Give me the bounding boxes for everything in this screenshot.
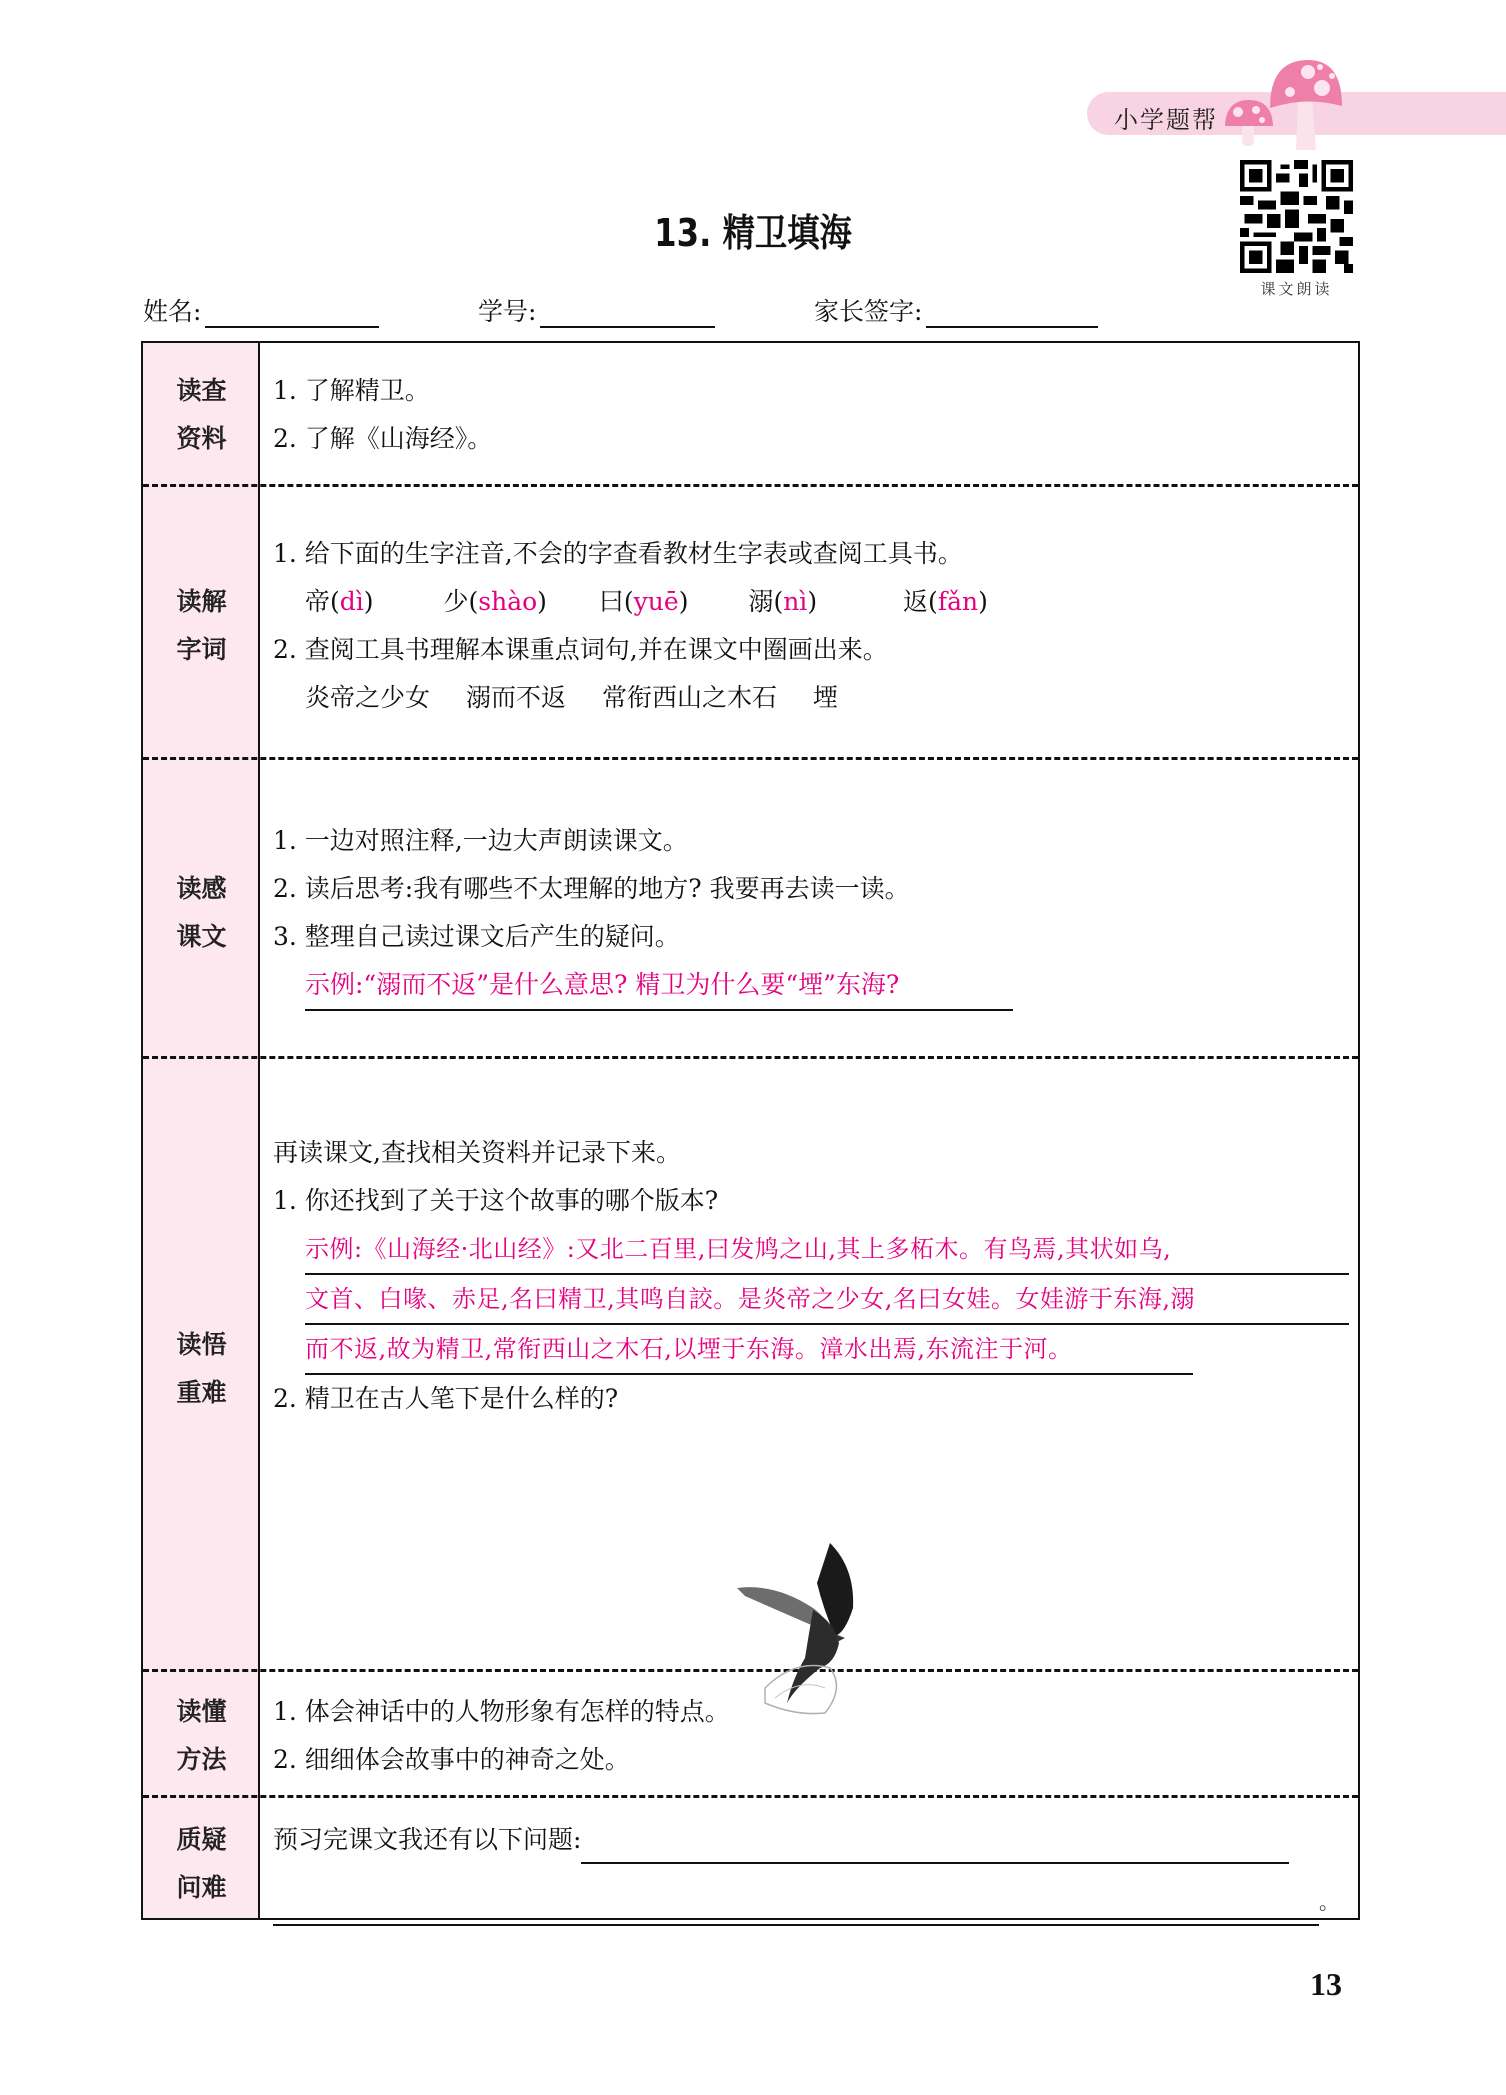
section-divider <box>143 1056 1358 1059</box>
answer-line: 而不返,故为精卫,常衔西山之木石,以堙于东海。漳水出焉,东流注于河。 <box>305 1325 1193 1375</box>
list-item: 2. 读后思考:我有哪些不太理解的地方? 我要再去读一读。 <box>273 874 910 903</box>
question-2: 2. 精卫在古人笔下是什么样的? <box>273 1384 619 1413</box>
key-word: 常衔西山之木石 <box>601 683 777 712</box>
pinyin-item: 少(shào) <box>443 587 547 616</box>
pinyin-item: 曰(yuē) <box>598 587 689 616</box>
key-words-row <box>273 674 1032 722</box>
brand-label: 小学题帮 <box>1114 106 1218 134</box>
list-item: 2. 了解《山海经》。 <box>273 424 493 453</box>
section-divider <box>143 1795 1358 1798</box>
question-answer-line-1[interactable] <box>581 1836 1289 1864</box>
section-label: 读解 字词 <box>176 587 227 664</box>
pinyin-row <box>273 578 1032 626</box>
student-id-input-line[interactable] <box>540 306 715 328</box>
section-label: 读悟 重难 <box>176 1330 227 1407</box>
section-label: 读感 课文 <box>176 874 227 951</box>
name-input-line[interactable] <box>205 306 379 328</box>
name-field[interactable] <box>143 292 379 328</box>
question-1: 1. 你还找到了关于这个故事的哪个版本? <box>273 1186 719 1215</box>
list-item: 1. 体会神话中的人物形象有怎样的特点。 <box>273 1697 730 1726</box>
page-number: 13 <box>1310 1966 1342 2002</box>
jingwei-bird-illustration <box>735 1538 870 1718</box>
pinyin-item: 溺(nì) <box>748 587 818 616</box>
list-item: 3. 整理自己读过课文后产生的疑问。 <box>273 922 680 951</box>
key-word: 溺而不返 <box>465 683 566 712</box>
parent-signature-field[interactable] <box>814 292 1098 328</box>
pinyin-item: 帝(dì) <box>305 587 374 616</box>
key-word: 堙 <box>812 683 838 712</box>
name-label: 姓名: <box>143 297 202 326</box>
example-answer: 示例:“溺而不返”是什么意思? 精卫为什么要“堙”东海? <box>305 961 1013 1011</box>
parent-signature-label: 家长签字: <box>814 297 923 326</box>
page-title: 13. 精卫填海 <box>654 211 852 255</box>
section-label: 读懂 方法 <box>176 1697 227 1774</box>
list-item: 2. 查阅工具书理解本课重点词句,并在课文中圈画出来。 <box>273 635 888 664</box>
answer-line: 示例:《山海经·北山经》:又北二百里,曰发鸠之山,其上多柘木。有鸟焉,其状如乌, <box>305 1225 1349 1275</box>
large-mushroom-icon <box>1266 56 1346 152</box>
student-id-field[interactable] <box>478 292 715 328</box>
list-item: 2. 细细体会故事中的神奇之处。 <box>273 1745 630 1774</box>
answer-line: 文首、白喙、赤足,名曰精卫,其鸣自詨。是炎帝之少女,名曰女娃。女娃游于东海,溺 <box>305 1275 1349 1325</box>
worksheet-table: 读查 资料 1. 了解精卫。 2. 了解《山海经》。 读解 字词 1. 给下面的生字注音,不会的字查看教材生字表或查阅工具书。 帝(dì) 少(shào) 曰(yuē) 溺(nì) 返(fǎn) 2. 查阅工具书理解本课重点词句,并在课文中圈画出来。 炎帝之少女 溺而不返 常衔西山之木石 堙 读感 课文 1. 一边对照注释,一边大声朗读课文。 2. 读后思考:我有哪些不太理解的地方? 我要再去读一读。 3. 整理自己读过课文后产生的疑问。 示例:“溺而不返”是什么意思? 精卫为什么要“堙”东海? 读悟 重难 再读课文,查找相关资料并记录下来。 1. 你还找到了关于这个故事的哪个版本? 示例:《山海经·北山经》:又北二百里,曰发鸠之山,其上多柘木。有鸟焉,其状如乌, 文首、白喙、赤足,名曰精卫,其鸣自詨。是炎帝之少女,名曰女娃。女娃游于东海,溺 而不返,故为精卫,常衔西山之木石,以堙于东海。漳水出焉,东流注于河。 2. 精卫在古人笔下是什么样的? 读懂 方法 1. 体会神话中的人物形象有怎样的特点。 2. 细细体会故事中的神奇之处。 质疑 问难 预习完课文我还有以下问题: 。 <box>141 341 1360 1920</box>
intro-text: 再读课文,查找相关资料并记录下来。 <box>273 1138 681 1167</box>
parent-signature-input-line[interactable] <box>926 306 1098 328</box>
list-item: 1. 了解精卫。 <box>273 376 430 405</box>
question-prompt: 预习完课文我还有以下问题: <box>273 1825 582 1854</box>
section-divider <box>143 484 1358 487</box>
qr-label: 课文朗读 <box>1260 280 1333 298</box>
section-divider <box>143 757 1358 760</box>
pinyin-item: 返(fǎn) <box>903 587 988 616</box>
section-label: 质疑 问难 <box>176 1825 227 1902</box>
section-label: 读查 资料 <box>176 376 227 453</box>
student-id-label: 学号: <box>478 297 537 326</box>
answer-block <box>273 1225 1349 1375</box>
key-word: 炎帝之少女 <box>305 683 431 712</box>
list-item: 1. 一边对照注释,一边大声朗读课文。 <box>273 826 688 855</box>
question-answer-line-2[interactable] <box>273 1896 1319 1926</box>
list-item: 1. 给下面的生字注音,不会的字查看教材生字表或查阅工具书。 <box>273 539 963 568</box>
